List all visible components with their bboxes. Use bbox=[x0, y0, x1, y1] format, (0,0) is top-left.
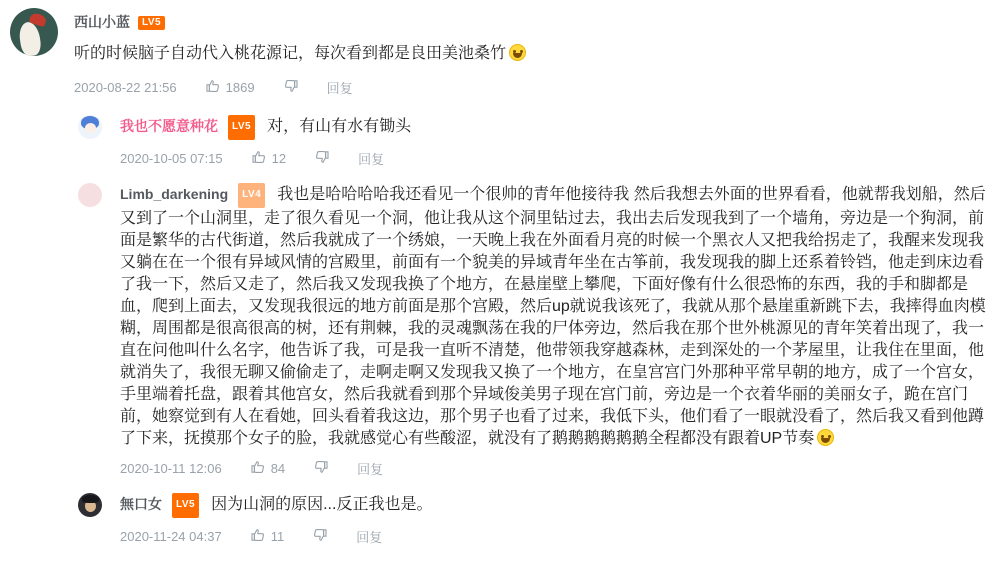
comment-meta bbox=[120, 149, 998, 168]
avatar[interactable] bbox=[78, 493, 102, 517]
reply-comment bbox=[74, 183, 998, 478]
comment-date: 2020-10-11 12:06 bbox=[120, 461, 222, 476]
comment-text: 因为山洞的原因...反正我也是。 bbox=[211, 496, 433, 513]
thumbs-down-icon bbox=[313, 459, 329, 478]
like-count: 1869 bbox=[225, 80, 255, 95]
thumbs-up-icon bbox=[250, 527, 266, 546]
reply-text-line bbox=[120, 183, 998, 450]
like-count: 84 bbox=[270, 461, 286, 476]
reply-comment bbox=[74, 115, 998, 168]
thumbs-down-icon bbox=[312, 527, 328, 546]
level-badge: LV5 bbox=[172, 493, 199, 518]
grinning-emoji-icon bbox=[817, 429, 834, 446]
username[interactable]: 西山小蓝 bbox=[74, 14, 130, 30]
comment-text: 我也是哈哈哈哈我还看见一个很帅的青年他接待我 然后我想去外面的世界看看，他就帮我划船，然后又到了一个山洞里，走了很久看见一个洞，他让我从这个洞里钻过去，我出去后发现我到了一个墙角，旁边是一个狗洞，前面是繁华的古代街道，然后我就成了一个绣娘，一天晚上我在外面看月亮的时候一个黑衣人又把我给拐走了，我醒来发现我又躺在在一个很有异域风情的宫殿里，前面有一个貌美的异域青年坐在古筝前，我发现我的脚上还系着铃铛，他走到床边看了我一下，然后又走了，然后我又发现我换了个地方，在悬崖壁上攀爬，下面好像有什么很恐怖的东西，我的手和脚都是血，爬到上面去，又发现我很远的地方前面是那个宫殿，然后up就说我该死了，我就从那个悬崖重新跳下去，我摔得血肉模糊，周围都是很高很高的树，还有荆棘，我的灵魂飘荡在我的尸体旁边，然后我在那个世外桃源见的青年笑着出现了，我一直在问他叫什么名字，他告诉了我，可是我一直听不清楚，他带领我穿越森林，走到深处的一个茅屋里，让我住在里面，他就消失了，我很无聊又偷偷走了，走啊走啊又发现我又换了一个地方，在皇宫宫门外那种平常早朝的地方，成了一个宫女，手里端着托盘，跟着其他宫女，然后我就看到那个异域俊美男子现在宫门前，旁边是一个衣着华丽的美丽女子，跪在宫门前，她察觉到有人在看她，回头看着我这边，那个男子也看了过来，我低下头，他们看了一眼就没看了，然后我又看到他蹲了下来，抚摸那个女子的脸，我就感觉心有些酸涩，就没有了鹅鹅鹅鹅鹅鹅全程都没有跟着UP节奏 bbox=[120, 186, 986, 447]
username[interactable]: 無口女 bbox=[120, 496, 162, 512]
comment-text: 听的时候脑子自动代入桃花源记，每次看到都是良田美池桑竹 bbox=[74, 43, 998, 65]
comment-date: 2020-10-05 07:15 bbox=[120, 151, 223, 166]
thumbs-up-icon bbox=[250, 459, 266, 478]
like-button[interactable] bbox=[251, 149, 286, 168]
thumbs-down-icon bbox=[314, 149, 330, 168]
dislike-button[interactable] bbox=[283, 78, 299, 97]
replies-list bbox=[74, 115, 998, 546]
comment-meta bbox=[120, 459, 998, 478]
dislike-button[interactable] bbox=[314, 149, 330, 168]
reply-button[interactable]: 回复 bbox=[356, 530, 383, 545]
reply-button[interactable]: 回复 bbox=[326, 81, 353, 96]
like-count: 11 bbox=[270, 529, 285, 544]
like-count: 12 bbox=[271, 151, 287, 166]
thumbs-down-icon bbox=[283, 78, 299, 97]
level-badge: LV4 bbox=[238, 183, 265, 208]
laugh-cry-emoji-icon bbox=[509, 44, 526, 61]
dislike-button[interactable] bbox=[312, 527, 328, 546]
username[interactable]: 我也不愿意种花 bbox=[120, 118, 218, 134]
like-button[interactable] bbox=[205, 78, 255, 97]
root-comment bbox=[10, 8, 998, 561]
user-line bbox=[74, 12, 998, 32]
comment-date: 2020-08-22 21:56 bbox=[74, 80, 177, 95]
comment-meta bbox=[120, 527, 998, 546]
comment-meta bbox=[74, 78, 998, 97]
comment-date: 2020-11-24 04:37 bbox=[120, 529, 222, 544]
like-button[interactable] bbox=[250, 527, 285, 546]
avatar[interactable] bbox=[78, 183, 102, 207]
avatar[interactable] bbox=[78, 115, 102, 139]
reply-button[interactable]: 回复 bbox=[358, 152, 385, 167]
dislike-button[interactable] bbox=[313, 459, 329, 478]
reply-text-line bbox=[120, 493, 998, 518]
reply-button[interactable]: 回复 bbox=[357, 462, 384, 477]
avatar[interactable] bbox=[10, 8, 58, 56]
like-button[interactable] bbox=[250, 459, 285, 478]
level-badge: LV5 bbox=[138, 16, 165, 30]
thumbs-up-icon bbox=[251, 149, 267, 168]
comment-text: 对，有山有水有锄头 bbox=[267, 118, 412, 135]
username[interactable]: Limb_darkening bbox=[120, 186, 229, 202]
level-badge: LV5 bbox=[228, 115, 255, 140]
reply-comment bbox=[74, 493, 998, 546]
reply-text-line bbox=[120, 115, 998, 140]
thumbs-up-icon bbox=[205, 78, 221, 97]
